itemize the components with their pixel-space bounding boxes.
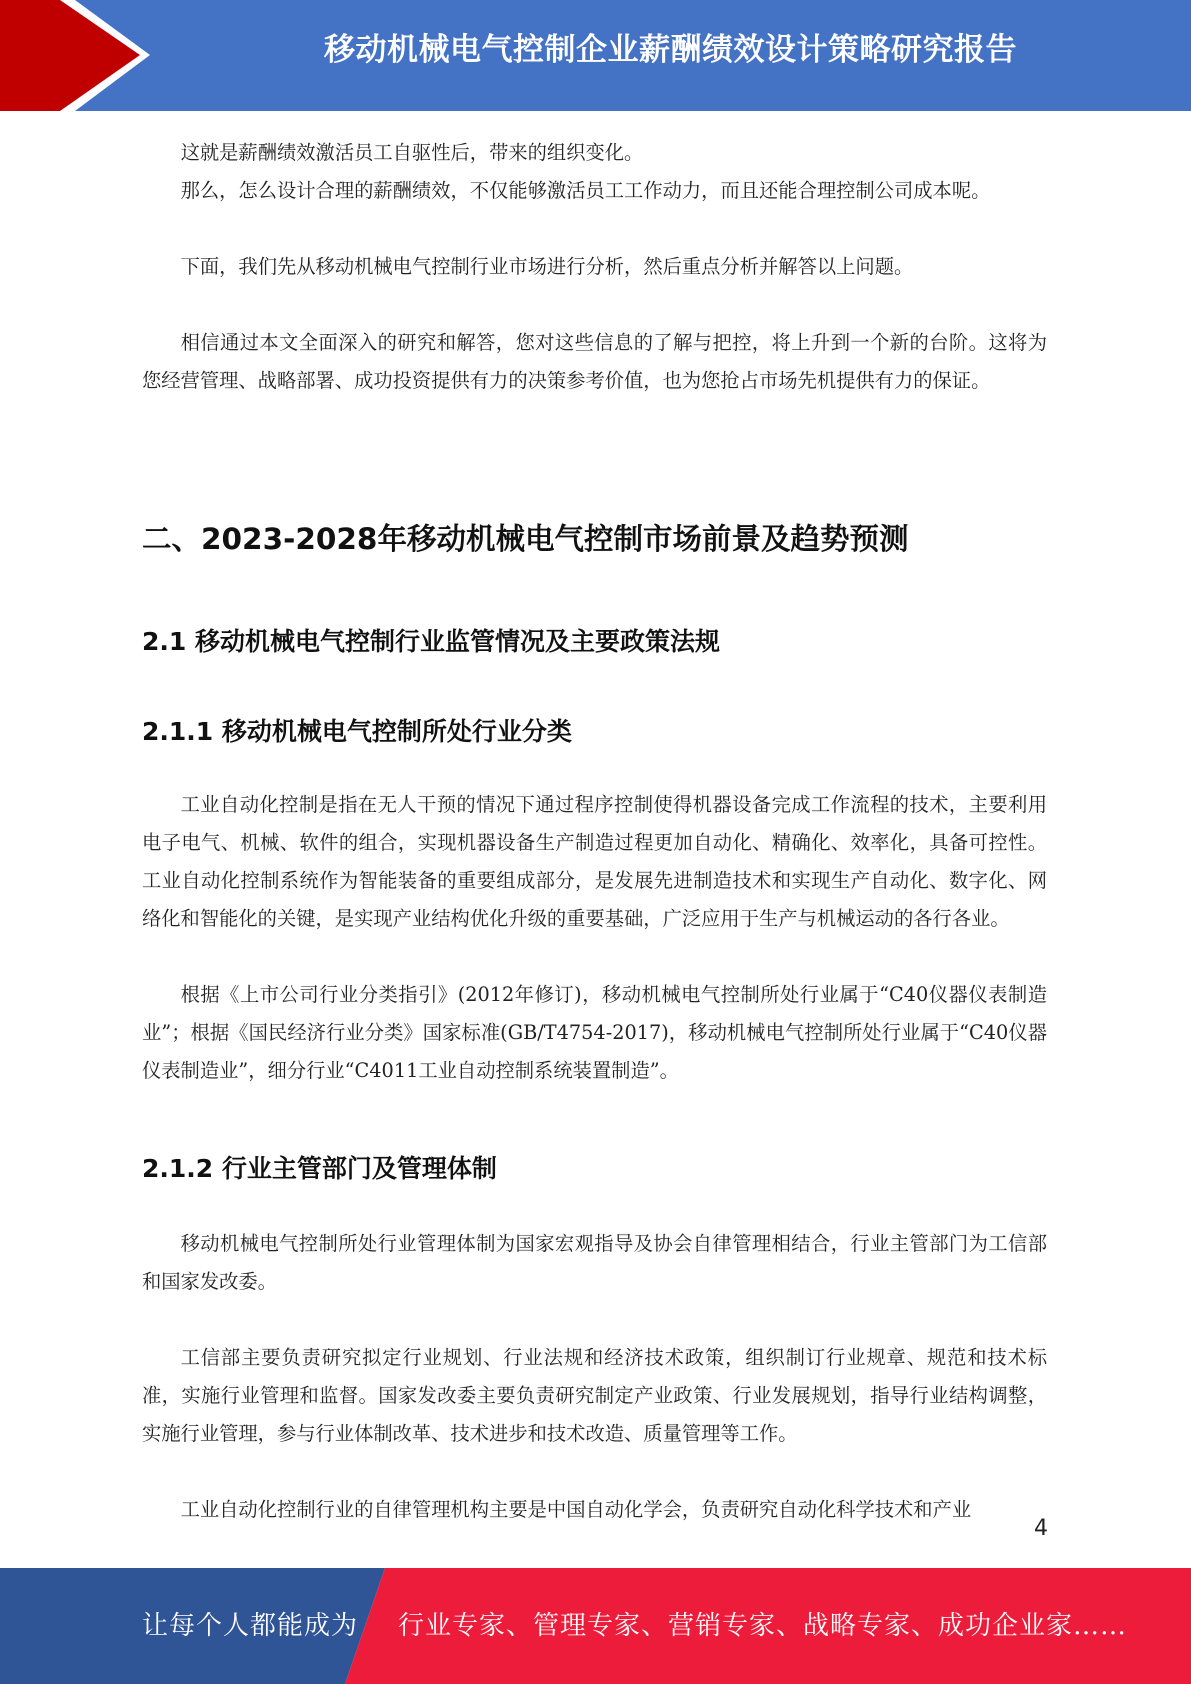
paragraph-2-1-2-b: 工信部主要负责研究拟定行业规划、行业法规和经济技术政策，组织制订行业规章、规范和技术标准，实施行业管理和监督。国家发改委主要负责研究制定产业政策、行业发展规划，指导行业结构调整，实施行业管理，参与行业体制改革、技术进步和技术改造、质量管理等工作。 (142, 1346, 1047, 1445)
intro-paragraph-4: 相信通过本文全面深入的研究和解答，您对这些信息的了解与把控，将上升到一个新的台阶。这将为您经营管理、战略部署、成功投资提供有力的决策参考价值，也为您抢占市场先机提供有力的保证。 (142, 331, 1047, 392)
paragraph-2-1-2-c: 工业自动化控制行业的自律管理机构主要是中国自动化学会，负责研究自动化科学技术和产业 (180, 1498, 972, 1521)
page-number: 4 (1034, 1516, 1048, 1541)
block-2-1-2 (142, 1225, 1047, 1529)
subsection-title-2-1: 2.1 移动机械电气控制行业监管情况及主要政策法规 (142, 627, 720, 656)
paragraph-2-1-1-b: 根据《上市公司行业分类指引》(2012年修订)，移动机械电气控制所处行业属于“C40仪器仪表制造业”；根据《国民经济行业分类》国家标准(GB/T4754-2017)，移动机械电气控制所处行业属于“C40仪器仪表制造业”，细分行业“C4011工业自动控制系统装置制造”。 (142, 983, 1047, 1082)
footer-slogan-right: 行业专家、管理专家、营销专家、战略专家、成功企业家…… (398, 1611, 1128, 1641)
paragraph-2-1-1-a: 工业自动化控制是指在无人干预的情况下通过程序控制使得机器设备完成工作流程的技术，主要利用电子电气、机械、软件的组合，实现机器设备生产制造过程更加自动化、精确化、效率化，具备可控性。工业自动化控制系统作为智能装备的重要组成部分，是发展先进制造技术和实现生产自动化、数字化、网络化和智能化的关键，是实现产业结构优化升级的重要基础，广泛应用于生产与机械运动的各行各业。 (142, 793, 1047, 930)
section-title: 二、2023-2028年移动机械电气控制市场前景及趋势预测 (142, 522, 909, 556)
intro-paragraph-2: 那么，怎么设计合理的薪酬绩效，不仅能够激活员工工作动力，而且还能合理控制公司成本呢。 (180, 179, 991, 202)
header-arrow-icon (0, 0, 160, 111)
subsection-title-2-1-1: 2.1.1 移动机械电气控制所处行业分类 (142, 717, 572, 746)
page-header (0, 0, 1191, 111)
intro-block (142, 134, 1047, 400)
subsection-title-2-1-2: 2.1.2 行业主管部门及管理体制 (142, 1154, 497, 1183)
page-footer (0, 1568, 1191, 1684)
block-2-1-1 (142, 786, 1047, 1090)
header-title: 移动机械电气控制企业薪酬绩效设计策略研究报告 (324, 32, 1017, 68)
intro-paragraph-1: 这就是薪酬绩效激活员工自驱性后，带来的组织变化。 (180, 141, 644, 164)
intro-paragraph-3: 下面，我们先从移动机械电气控制行业市场进行分析，然后重点分析并解答以上问题。 (180, 255, 914, 278)
paragraph-2-1-2-a: 移动机械电气控制所处行业管理体制为国家宏观指导及协会自律管理相结合，行业主管部门为工信部和国家发改委。 (142, 1232, 1047, 1293)
footer-slogan-left: 让每个人都能成为 (142, 1611, 359, 1641)
